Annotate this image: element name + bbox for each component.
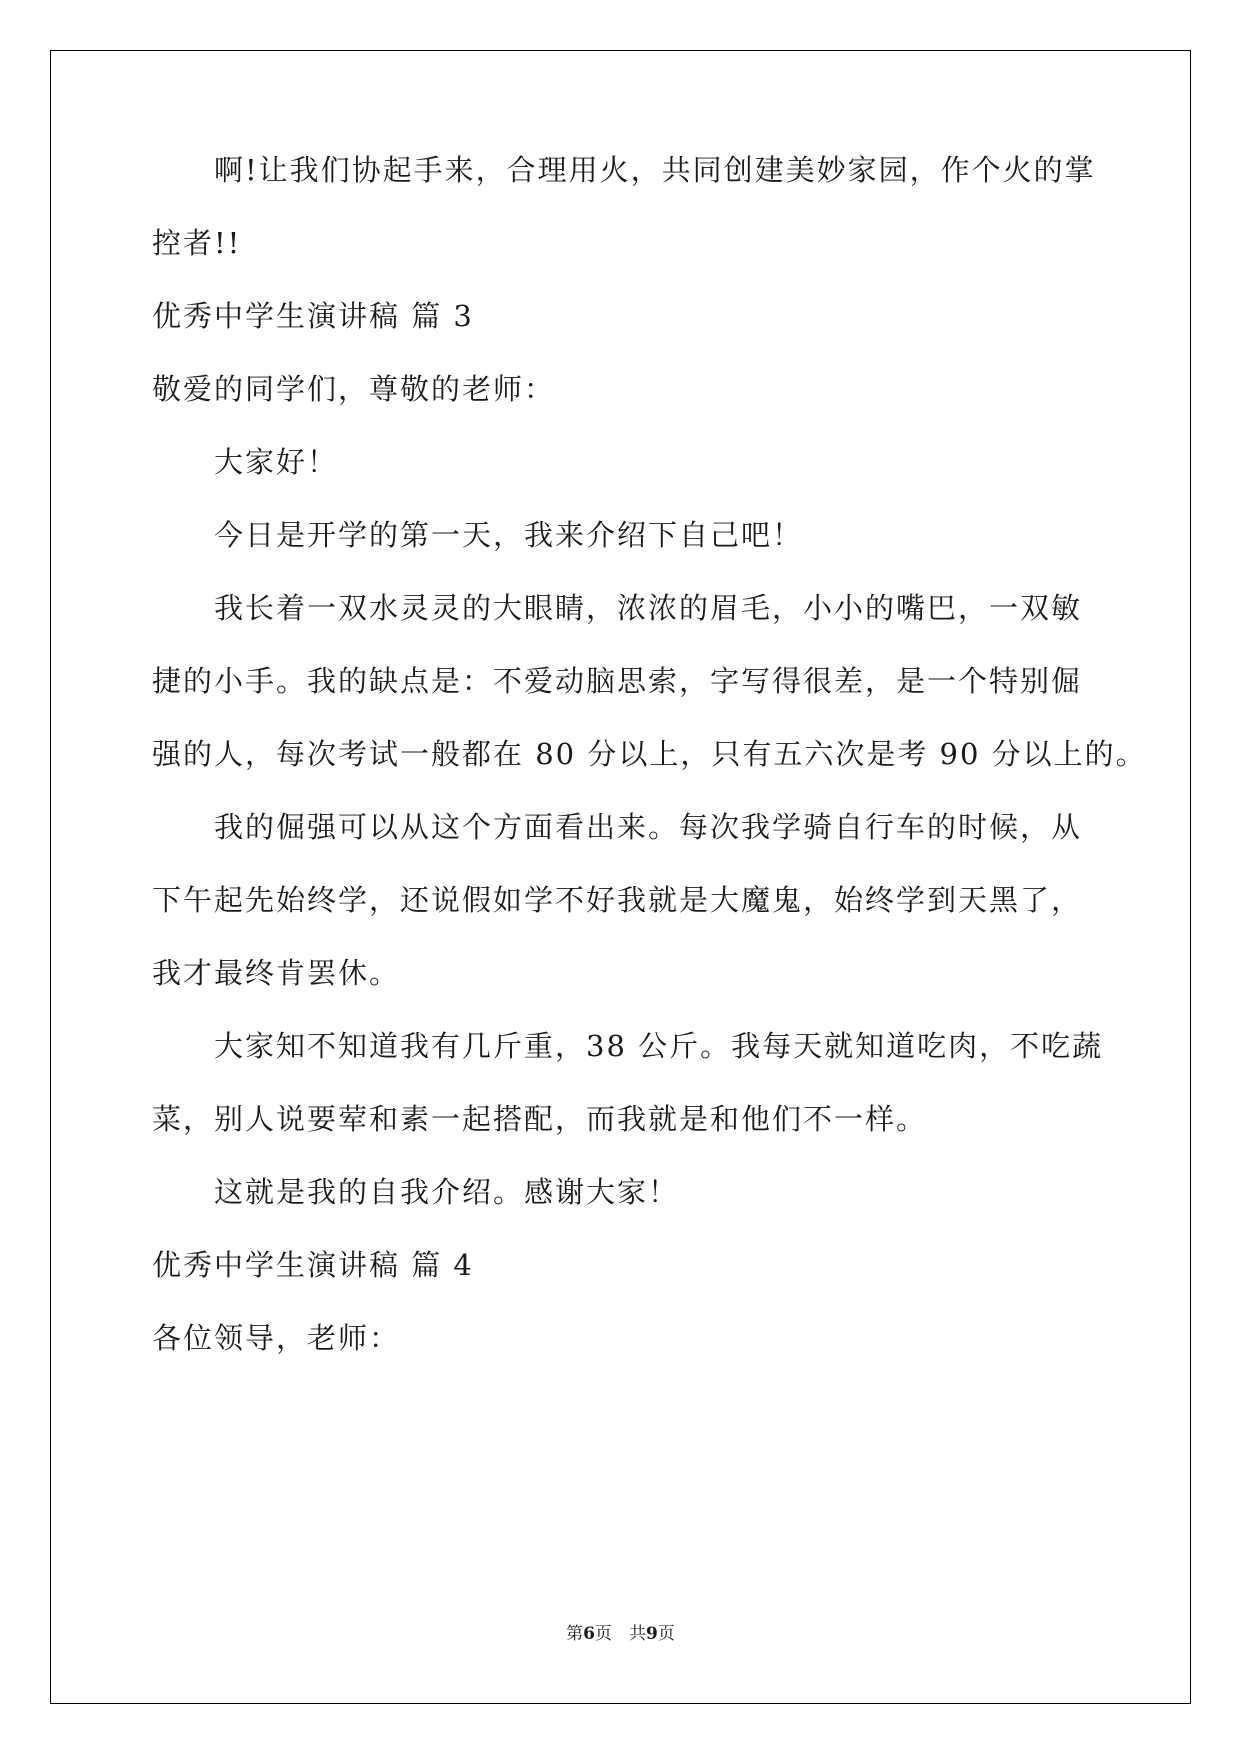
paragraph-line: 菜，别人说要荤和素一起搭配，而我就是和他们不一样。 (152, 1102, 928, 1136)
salutation: 敬爱的同学们，尊敬的老师： (152, 372, 556, 406)
paragraph-line: 今日是开学的第一天，我来介绍下自己吧！ (214, 518, 804, 552)
footer-mid: 页 共 (595, 1624, 646, 1644)
total-page-number: 9 (646, 1624, 658, 1644)
paragraph-line: 这就是我的自我介绍。感谢大家！ (214, 1175, 680, 1209)
paragraph-line: 我才最终肯罢休。 (152, 956, 401, 990)
section-heading: 优秀中学生演讲稿 篇 4 (152, 1248, 474, 1282)
footer-prefix: 第 (566, 1624, 584, 1644)
footer-suffix: 页 (657, 1624, 675, 1644)
page-footer (0, 1622, 1241, 1646)
paragraph-line: 大家好！ (214, 445, 339, 479)
paragraph-line: 下午起先始终学，还说假如学不好我就是大魔鬼，始终学到天黑了， (152, 883, 1083, 917)
current-page-number: 6 (583, 1624, 595, 1644)
paragraph-line: 控者!! (152, 226, 242, 260)
paragraph-line: 我长着一双水灵灵的大眼睛，浓浓的眉毛，小小的嘴巴，一双敏 (214, 591, 1083, 625)
paragraph-line: 啊!让我们协起手来，合理用火，共同创建美妙家园，作个火的掌 (214, 153, 1096, 187)
paragraph-line: 强的人，每次考试一般都在 80 分以上，只有五六次是考 90 分以上的。 (152, 737, 1147, 771)
paragraph-line: 大家知不知道我有几斤重，38 公斤。我每天就知道吃肉，不吃蔬 (214, 1029, 1104, 1063)
paragraph-line: 捷的小手。我的缺点是：不爱动脑思索，字写得很差，是一个特别倔 (152, 664, 1083, 698)
salutation: 各位领导，老师： (152, 1321, 401, 1355)
paragraph-line: 我的倔强可以从这个方面看出来。每次我学骑自行车的时候，从 (214, 810, 1083, 844)
section-heading: 优秀中学生演讲稿 篇 3 (152, 299, 474, 333)
